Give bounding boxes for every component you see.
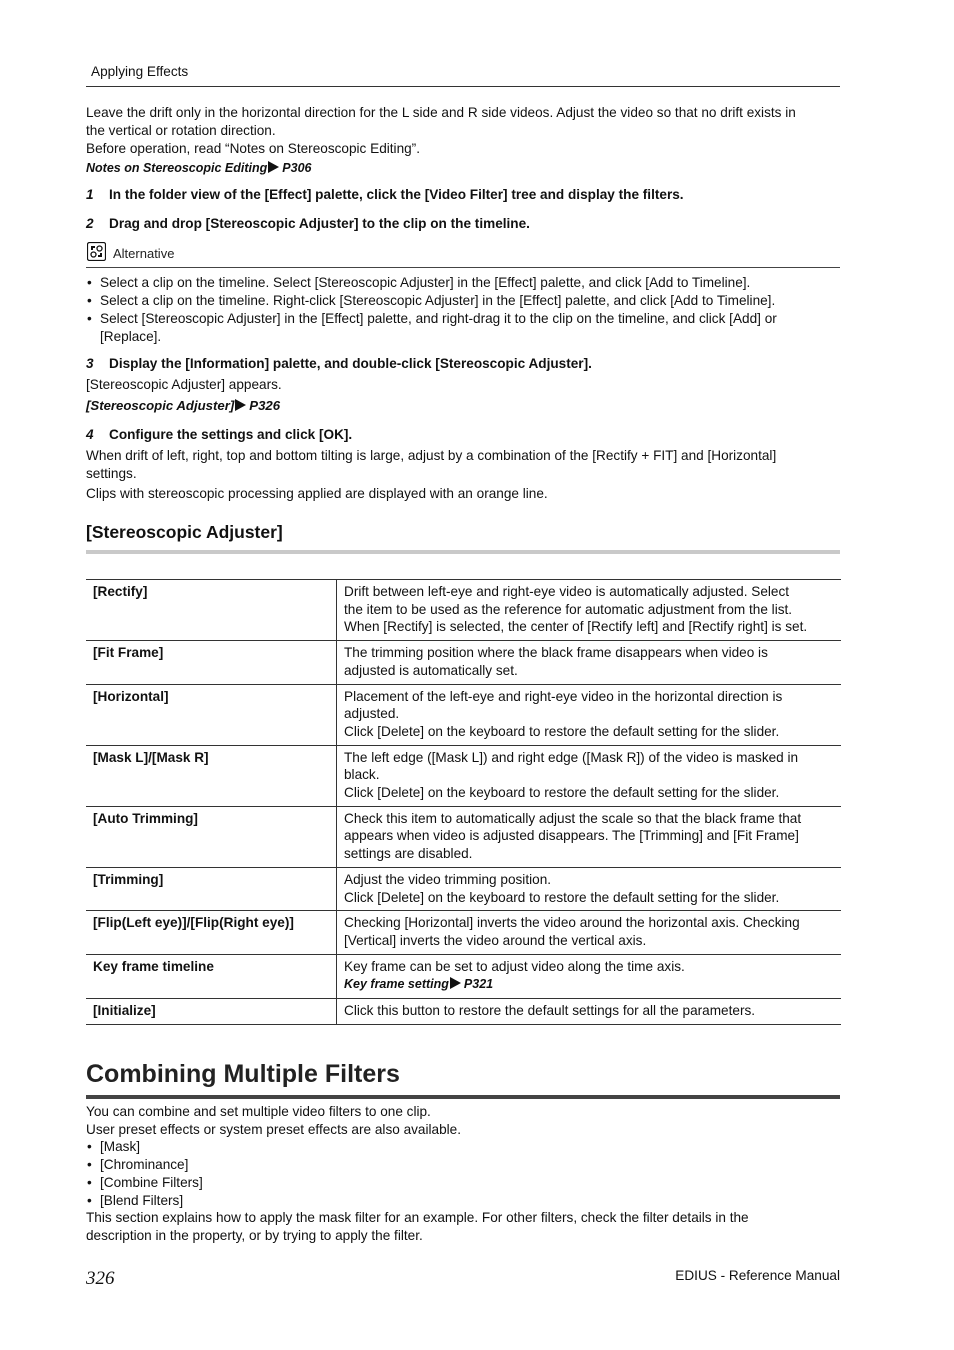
param-description xyxy=(337,806,842,867)
ref-link-label[interactable]: [Stereoscopic Adjuster] xyxy=(86,398,235,413)
param-description-line: Key frame can be set to adjust video along the time axis. xyxy=(344,958,685,974)
list-item: • Select a clip on the timeline. Select [Stereoscopic Adjuster] in the [Effect] palette, and click [Add to Timeline]. xyxy=(86,274,846,292)
param-description xyxy=(337,580,842,641)
intro-line-1: Leave the drift only in the horizontal direction for the L side and R side videos. Adjust the video so that no drift exists in xyxy=(86,105,796,120)
param-name: [Horizontal] xyxy=(86,684,337,745)
intro-line-2: the vertical or rotation direction. xyxy=(86,123,276,138)
param-description xyxy=(337,745,842,806)
ref-link-page[interactable]: P306 xyxy=(282,161,312,175)
header-section-title: Applying Effects xyxy=(91,64,189,79)
footer-manual-title: EDIUS - Reference Manual xyxy=(675,1268,840,1283)
param-name: [Rectify] xyxy=(86,580,337,641)
table-row xyxy=(86,745,841,806)
param-description-line: Click [Delete] on the keyboard to restore the default setting for the slider. xyxy=(344,723,780,739)
alternative-list xyxy=(86,274,846,346)
param-description-line: Checking [Horizontal] inverts the video around the horizontal axis. Checking xyxy=(344,915,800,931)
param-description-line: Click [Delete] on the keyboard to restore the default setting for the slider. xyxy=(344,785,780,801)
ref-link-key-frame[interactable] xyxy=(344,977,493,991)
param-description xyxy=(337,684,842,745)
param-description xyxy=(337,641,842,684)
step-text: Display the [Information] palette, and double-click [Stereoscopic Adjuster]. xyxy=(109,356,592,371)
parameters-table xyxy=(86,579,841,1025)
param-name: Key frame timeline xyxy=(86,954,337,998)
table-row xyxy=(86,580,841,641)
step-number: 4 xyxy=(86,427,94,442)
ref-link-page[interactable]: P326 xyxy=(249,398,281,413)
title-divider xyxy=(86,1095,840,1099)
step-2 xyxy=(86,215,530,233)
table-row xyxy=(86,867,841,910)
param-description-line: Click [Delete] on the keyboard to restore the default setting for the slider. xyxy=(344,889,780,905)
table-row xyxy=(86,806,841,867)
list-item: • [Mask] xyxy=(86,1138,846,1156)
list-item: • [Combine Filters] xyxy=(86,1174,846,1192)
combining-outro: This section explains how to apply the mask filter for an example. For other filters, check the filter details in the description in the property, or by trying to apply the filter. xyxy=(86,1210,749,1243)
step-4-note-orange-line: Clips with stereoscopic processing applied are displayed with an orange line. xyxy=(86,486,548,501)
param-name: [Initialize] xyxy=(86,999,337,1025)
step-3-result: [Stereoscopic Adjuster] appears. xyxy=(86,377,282,392)
arrow-right-icon xyxy=(450,977,461,989)
param-name: [Mask L]/[Mask R] xyxy=(86,745,337,806)
step-text: In the folder view of the [Effect] palette, click the [Video Filter] tree and display the filters. xyxy=(109,187,684,202)
param-description-line: [Vertical] inverts the video around the vertical axis. xyxy=(344,932,647,948)
param-description-line: When [Rectify] is selected, the center of [Rectify left] and [Rectify right] is set. xyxy=(344,619,808,635)
step-number: 3 xyxy=(86,356,94,371)
ref-link-label[interactable]: Notes on Stereoscopic Editing xyxy=(86,161,268,175)
intro-paragraph xyxy=(86,104,846,158)
ref-link-page[interactable]: P321 xyxy=(463,977,494,992)
ref-link-label[interactable]: Key frame setting xyxy=(344,977,449,992)
param-name: [Fit Frame] xyxy=(86,641,337,684)
ref-link-stereo-notes[interactable] xyxy=(86,159,846,177)
ref-link-stereo-adjuster[interactable] xyxy=(86,397,846,415)
section-heading: [Stereoscopic Adjuster] xyxy=(86,522,283,542)
param-description-line: appears when video is adjusted disappears. The [Trimming] and [Fit Frame] xyxy=(344,828,799,844)
param-description xyxy=(337,867,842,910)
page-header xyxy=(86,63,840,87)
param-description xyxy=(337,911,842,954)
param-description-line: adjusted is automatically set. xyxy=(344,662,518,678)
arrow-right-icon xyxy=(268,161,279,173)
param-description-line: Drift between left-eye and right-eye video is automatically adjusted. Select xyxy=(344,584,790,599)
param-description-line: Check this item to automatically adjust the scale so that the black frame that xyxy=(344,810,802,826)
table-row xyxy=(86,641,841,684)
param-description-line: Placement of the left-eye and right-eye video in the horizontal direction is xyxy=(344,688,783,704)
param-description xyxy=(337,954,842,998)
param-description-line: black. xyxy=(344,767,380,783)
step-number: 1 xyxy=(86,187,94,202)
step-number: 2 xyxy=(86,216,94,231)
param-name: [Trimming] xyxy=(86,867,337,910)
param-description-line: adjusted. xyxy=(344,706,400,722)
step-1 xyxy=(86,186,684,204)
alternative-icon xyxy=(87,242,106,261)
param-description-line: Click this button to restore the default settings for all the parameters. xyxy=(344,1003,756,1019)
param-description-line: settings are disabled. xyxy=(344,846,473,862)
page-title: Combining Multiple Filters xyxy=(86,1060,400,1088)
combining-intro: You can combine and set multiple video filters to one clip. User preset effects or system preset effects are also available. xyxy=(86,1104,462,1137)
intro-line-3: Before operation, read “Notes on Stereoscopic Editing”. xyxy=(86,141,420,156)
param-description-line: The left edge ([Mask L]) and right edge ([Mask R]) of the video is masked in xyxy=(344,749,799,765)
step-4 xyxy=(86,426,352,444)
list-item: • [Chrominance] xyxy=(86,1156,846,1174)
step-text: Configure the settings and click [OK]. xyxy=(109,427,353,442)
param-name: [Flip(Left eye)]/[Flip(Right eye)] xyxy=(86,911,337,954)
table-row xyxy=(86,954,841,998)
alternative-label: Alternative xyxy=(113,246,175,261)
list-item: • Select [Stereoscopic Adjuster] in the [Effect] palette, and right-drag it to the clip on the timeline, and click [Add] or [Replace]. xyxy=(86,310,846,346)
list-item: • Select a clip on the timeline. Right-click [Stereoscopic Adjuster] in the [Effect] palette, and click [Add to Timeline]. xyxy=(86,292,846,310)
step-3 xyxy=(86,355,592,373)
filter-list xyxy=(86,1138,846,1210)
param-name: [Auto Trimming] xyxy=(86,806,337,867)
param-description-line: the item to be used as the reference for automatic adjustment from the list. xyxy=(344,601,793,617)
arrow-right-icon xyxy=(235,399,246,411)
param-description-line: The trimming position where the black frame disappears when video is xyxy=(344,645,768,661)
alternative-header xyxy=(86,242,840,268)
list-item: • [Blend Filters] xyxy=(86,1192,846,1210)
param-description xyxy=(337,999,842,1025)
table-row xyxy=(86,911,841,954)
page-number: 326 xyxy=(86,1268,115,1289)
step-text: Drag and drop [Stereoscopic Adjuster] to the clip on the timeline. xyxy=(109,216,530,231)
table-row xyxy=(86,999,841,1025)
param-description-line: Adjust the video trimming position. xyxy=(344,871,552,887)
section-divider xyxy=(86,550,840,554)
table-row xyxy=(86,684,841,745)
step-4-note: When drift of left, right, top and bottom tilting is large, adjust by a combination of the [Rectify + FIT] and [Horizontal] settings. xyxy=(86,448,777,481)
